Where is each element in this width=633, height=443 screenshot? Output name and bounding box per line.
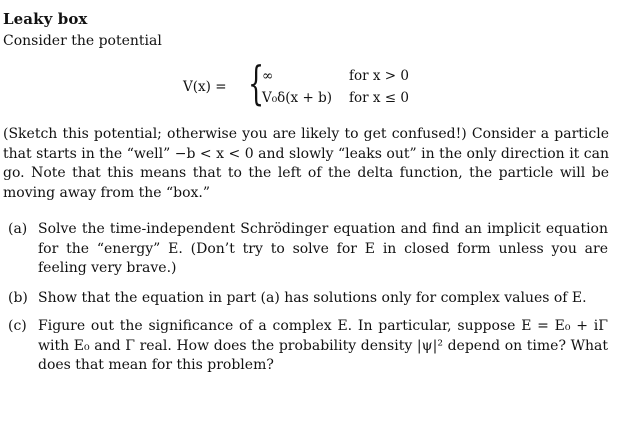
case-2-condition: for x ≤ 0 — [349, 90, 409, 106]
case-2-expression: V₀δ(x + b) — [262, 90, 332, 106]
intro-text: Consider the potential — [3, 33, 162, 49]
part-a-text: Solve the time-independent Schrödinger equation and find an implicit equation for the “energy” E. (Don’t try to solve for E in closed form unless you are feeling very brave.) — [38, 221, 608, 276]
equation-lhs: V(x) = — [183, 79, 227, 95]
case-1-expression: ∞ — [262, 68, 274, 84]
potential-equation — [183, 56, 443, 112]
part-a-label: (a) — [8, 221, 28, 237]
problem-title: Leaky box — [3, 10, 88, 28]
left-brace: { — [248, 56, 265, 110]
part-c-label: (c) — [8, 318, 27, 334]
part-b-text: Show that the equation in part (a) has solutions only for complex values of E. — [38, 290, 587, 306]
part-c-text: Figure out the significance of a complex E. In particular, suppose E = E₀ + iΓ with E₀ and Γ real. How does the probability density |ψ|² depend on time? What does that mean for this problem? — [38, 318, 608, 373]
part-b-label: (b) — [8, 290, 28, 306]
description-paragraph: (Sketch this potential; otherwise you are likely to get confused!) Consider a particle that starts in the “well” −b < x < 0 and slowly “leaks out” in the only direction it can go. Note that this means that to the left of the delta function, the particle will be moving away from the “box.” — [3, 126, 609, 201]
case-1-condition: for x > 0 — [349, 68, 409, 84]
